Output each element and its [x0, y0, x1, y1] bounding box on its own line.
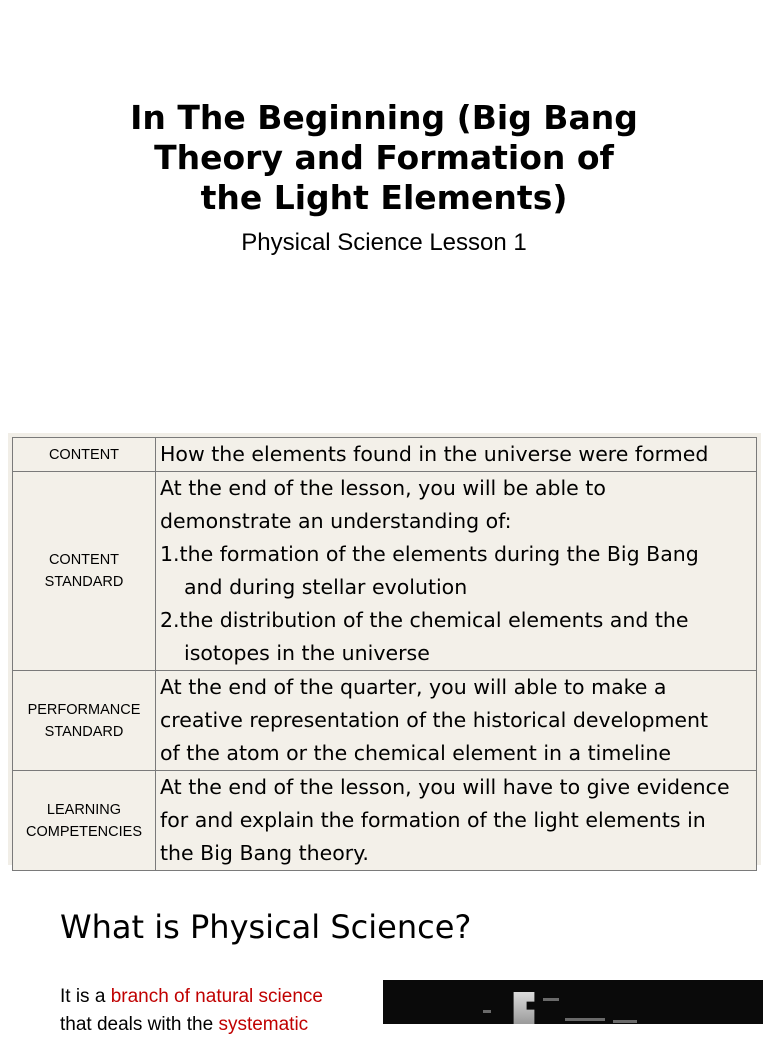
row-label: PERFORMANCE STANDARD [13, 671, 156, 771]
row-label: LEARNING COMPETENCIES [13, 771, 156, 871]
page-title [60, 98, 708, 218]
image-detail-mark [543, 998, 559, 1001]
image-detail-mark [565, 1018, 605, 1021]
row-label: CONTENT STANDARD [13, 472, 156, 671]
table-row [13, 438, 757, 472]
page-subtitle: Physical Science Lesson 1 [241, 229, 527, 256]
standards-table-image [8, 433, 761, 865]
table-row [13, 472, 757, 671]
row-description: How the elements found in the universe were formed [156, 438, 757, 472]
image-detail-mark [483, 1010, 491, 1013]
section-heading: What is Physical Science? [60, 908, 472, 946]
para-highlight: branch of natural science [110, 986, 323, 1007]
table-row [13, 771, 757, 871]
row-description: At the end of the lesson, you will have to give evidence for and explain the formation of the light elements in the Big Bang theory. [156, 771, 757, 871]
image-detail-mark [613, 1020, 637, 1023]
title-line: the Light Elements) [200, 178, 568, 217]
image-vertical-text-graphic [511, 992, 537, 1024]
table-row [13, 671, 757, 771]
row-description: At the end of the quarter, you will able to make a creative representation of the historical development of the atom or the chemical element in a timeline [156, 671, 757, 771]
row-label: CONTENT [13, 438, 156, 472]
para-text: It is a [60, 986, 111, 1007]
title-line: Theory and Formation of [154, 138, 614, 177]
section-paragraph [60, 983, 360, 1039]
row-description: At the end of the lesson, you will be able to demonstrate an understanding of: 1.the formation of the elements during the Big Bang and during stellar evolution 2.the distribution of the chemical elements and the isotopes in the universe [156, 472, 757, 671]
title-line: In The Beginning (Big Bang [130, 98, 638, 137]
para-text: that deals with the [60, 1014, 219, 1035]
standards-table [12, 437, 757, 871]
para-highlight: systematic [218, 1014, 309, 1035]
sciences-image [383, 980, 763, 1024]
